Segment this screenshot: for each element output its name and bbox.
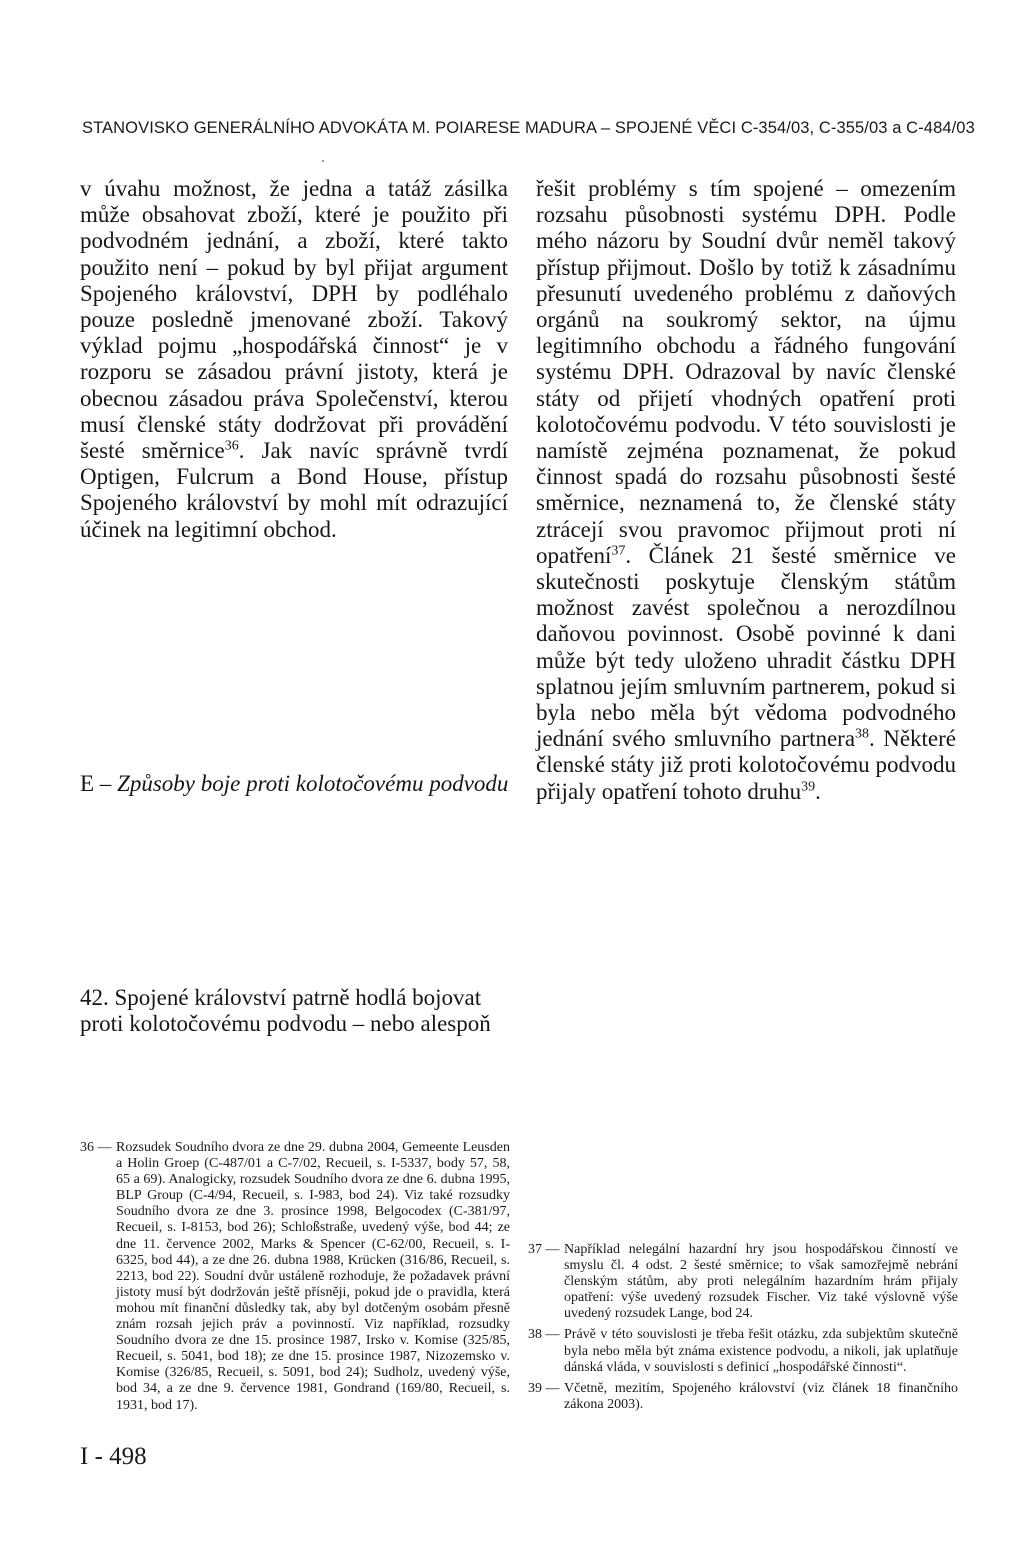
footnote-number: 37 — — [528, 1242, 560, 1257]
right-paragraph-part2: . Článek 21 šesté směrnice ve skutečnosti poskytuje členským státům možnost zavést společnou a nerozdílnou daňovou povinnost. Osobě povinné k dani může být tedy uloženo uhradit částku DPH splatnou jejím smluvním partnerem, pokud si byla nebo měla být vědoma podvodného jednání svého smluvního partnera — [536, 542, 956, 752]
footnotes-right — [528, 1242, 958, 1418]
left-column-paragraph — [80, 176, 508, 543]
section-heading-title: Způsoby boje proti kolotočovému podvodu — [117, 771, 509, 796]
footnote-number: 38 — — [528, 1327, 560, 1343]
footnote-ref-39[interactable]: 39 — [801, 779, 816, 795]
footnotes-left — [80, 1140, 510, 1419]
footnote-ref-36[interactable]: 36 — [224, 438, 239, 454]
right-column-paragraph — [536, 176, 956, 805]
footnote-text: Rozsudek Soudního dvora ze dne 29. dubna 2004, Gemeente Leusden a Holin Groep (C-487/01 a C-7/02, Recueil, s. I-5337, body 57, 58, 65 a 69). Analogicky, rozsudek Soudního dvora ze dne 6. dubna 1995, BLP Group (C-4/94, Recueil, s. I-983, bod 24). Viz také rozsudky Soudního dvora ze dne 3. prosince 1998, Belgocodex (C-381/97, Recueil, s. I-8153, bod 26); Schloßstraße, uvedený výše, bod 44; ze dne 11. července 2002, Marks & Spencer (C-62/00, Recueil, s. I-6325, bod 44), a ze dne 26. dubna 1988, Krücken (316/86, Recueil, s. 2213, bod 22). Soudní dvůr ustáleně rozhoduje, že požadavek právní jistoty musí být dodržován ještě přísněji, pokud jde o pravidla, která mohou mít finanční důsledky tak, aby byl dotčeným osobám přesně znám rozsah jejich práv a povinností. Viz například, rozsudky Soudního dvora ze dne 15. prosince 1987, Irsko v. Komise (325/85, Recueil, s. 5041, bod 18); ze dne 15. prosince 1987, Nizozemsko v. Komise (326/85, Recueil, s. 5091, bod 24); Sudholz, uvedený výše, bod 34, a ze dne 9. července 1981, Gondrand (169/80, Recueil, s. 1931, bod 17). — [116, 1140, 510, 1413]
left-paragraph-part1: v úvahu možnost, že jedna a tatáž zásilka může obsahovat zboží, které je použito při podvodném jednání, a zboží, které takto použito není – pokud by byl přijat argument Spojeného království, DPH by podléhalo pouze posledně jmenované zboží. Takový výklad pojmu „hospodářská činnost“ je v rozporu se zásadou právní jistoty, která je obecnou zásadou práva Společenství, kterou musí členské státy dodržovat při provádění šesté směrnice — [80, 176, 508, 464]
footnote-number: 36 — — [80, 1140, 112, 1155]
footnote-text: Včetně, mezitím, Spojeného království (viz článek 18 finančního zákona 2003). — [564, 1380, 958, 1412]
section-heading-e — [80, 770, 510, 798]
footnote-39 — [528, 1381, 958, 1413]
right-paragraph-part1: řešit problémy s tím spojené – omezením rozsahu působnosti systému DPH. Podle mého názoru by Soudní dvůr neměl takový přístup přijmout. Došlo by totiž k zásadnímu přesunutí uvedeného problému z daňových orgánů na soukromý sektor, na újmu legitimního obchodu a řádného fungování systému DPH. Odrazoval by navíc členské státy od přijetí vhodných opatření proti kolotočovému podvodu. V této souvislosti je namístě zejména poznamenat, že pokud činnost spadá do rozsahu působnosti šesté směrnice, neznamená to, že členské státy ztrácejí svou pravomoc přijmout proti ní opatření — [536, 176, 956, 568]
footnote-text: Například nelegální hazardní hry jsou hospodářskou činností ve smyslu čl. 4 odst. 2 šesté směrnice; to však samozřejmě nebrání členským státům, aby proti nelegálním hazardním hrám přijaly opatření: výše uvedený rozsudek Fischer. Viz také výslovně výše uvedený rozsudek Lange, bod 24. — [564, 1242, 958, 1322]
footnote-37 — [528, 1242, 958, 1322]
footnote-number: 39 — — [528, 1380, 560, 1396]
footnote-ref-37[interactable]: 37 — [611, 543, 626, 559]
stray-dot — [322, 160, 324, 162]
footnote-36 — [80, 1140, 510, 1414]
section-heading-prefix: E – — [80, 771, 118, 796]
footnote-38 — [528, 1327, 958, 1375]
left-paragraph-part2: . Jak navíc správně tvrdí Optigen, Fulcrum a Bond House, přístup Spojeného království by mohl mít odrazující účinek na legitimní obchod. — [80, 438, 508, 542]
paragraph-42: 42. Spojené království patrně hodlá bojovat proti kolotočovému podvodu – nebo alespoň — [80, 985, 491, 1037]
footnote-text: Právě v této souvislosti je třeba řešit otázku, zda subjektům skutečně byla nebo měla být známa existence podvodu, a nikoli, jak uplatňuje dánská vláda, v souvislosti s definicí „hospodářské činnosti“. — [564, 1327, 958, 1375]
right-paragraph-part3: . Některé členské státy již proti kolotočovému podvodu přijaly opatření tohoto druhu — [536, 726, 956, 804]
page-number: I - 498 — [80, 1443, 147, 1470]
footnote-ref-38[interactable]: 38 — [855, 726, 870, 742]
right-paragraph-part4: . — [815, 778, 821, 804]
running-header: STANOVISKO GENERÁLNÍHO ADVOKÁTA M. POIARESE MADURA – SPOJENÉ VĚCI C-354/03, C-355/03 a C-484/03 — [82, 119, 975, 137]
